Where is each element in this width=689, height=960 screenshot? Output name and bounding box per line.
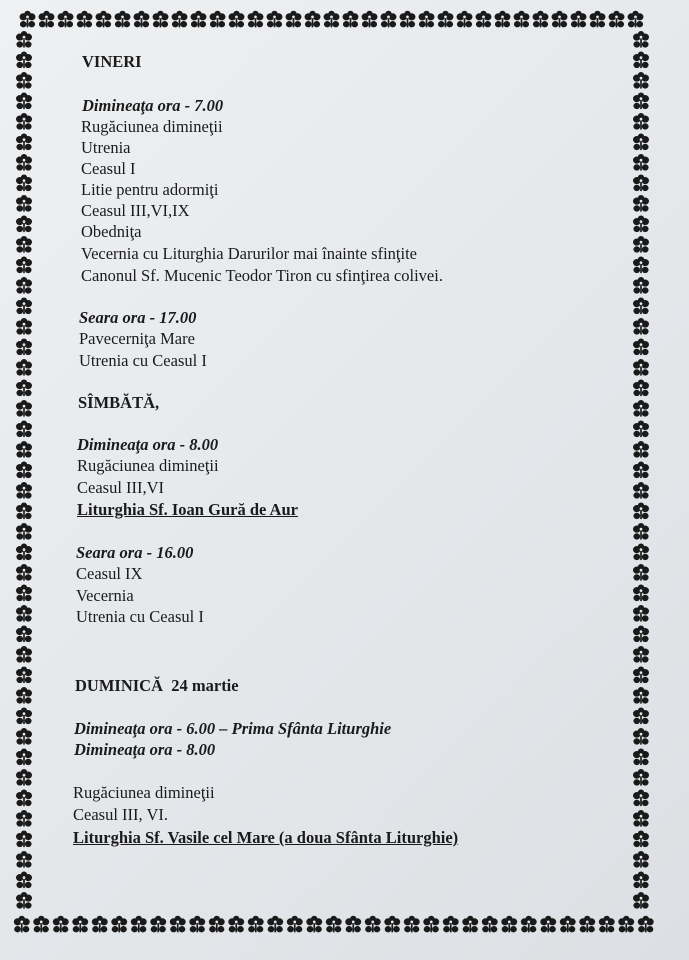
list-item: Rugăciunea dimineţii [73, 783, 215, 802]
list-item: Obedniţa [81, 222, 142, 241]
saturday-heading: SÎMBĂTĂ, [78, 393, 160, 412]
sunday-liturgy: Liturghia Sf. Vasile cel Mare (a doua Sfânta Liturghie) [73, 828, 459, 847]
sunday-first-liturgy-label: Dimineaţa ora - 6.00 – Prima Sfânta Liturghie [74, 719, 392, 738]
list-item: Ceasul IX [76, 564, 143, 583]
list-item: Vecernia [76, 586, 134, 605]
list-item: Ceasul III,VI,IX [81, 201, 190, 220]
friday-heading: VINERI [82, 52, 142, 71]
list-item: Canonul Sf. Mucenic Teodor Tiron cu sfinţirea colivei. [81, 266, 443, 285]
list-item: Utrenia cu Ceasul I [79, 351, 207, 370]
list-item: Utrenia cu Ceasul I [76, 607, 204, 626]
list-item: Rugăciunea dimineţii [81, 117, 223, 136]
list-item: Litie pentru adormiţi [81, 180, 219, 199]
list-item: Utrenia [81, 138, 131, 157]
list-item: Ceasul III,VI [77, 478, 165, 497]
saturday-liturgy: Liturghia Sf. Ioan Gură de Aur [77, 500, 298, 519]
friday-morning-label: Dimineaţa ora - 7.00 [82, 96, 224, 115]
saturday-morning-label: Dimineaţa ora - 8.00 [77, 435, 219, 454]
sunday-heading: DUMINICĂ 24 martie [75, 676, 239, 695]
list-item: Vecernia cu Liturghia Darurilor mai înainte sfinţite [81, 244, 417, 263]
list-item: Rugăciunea dimineţii [77, 456, 219, 475]
list-item: Pavecerniţa Mare [79, 329, 195, 348]
list-item: Ceasul III, VI. [73, 805, 169, 824]
list-item: Ceasul I [81, 159, 136, 178]
sunday-second-label: Dimineaţa ora - 8.00 [74, 740, 216, 759]
friday-evening-label: Seara ora - 17.00 [79, 308, 197, 327]
saturday-evening-label: Seara ora - 16.00 [76, 543, 194, 562]
